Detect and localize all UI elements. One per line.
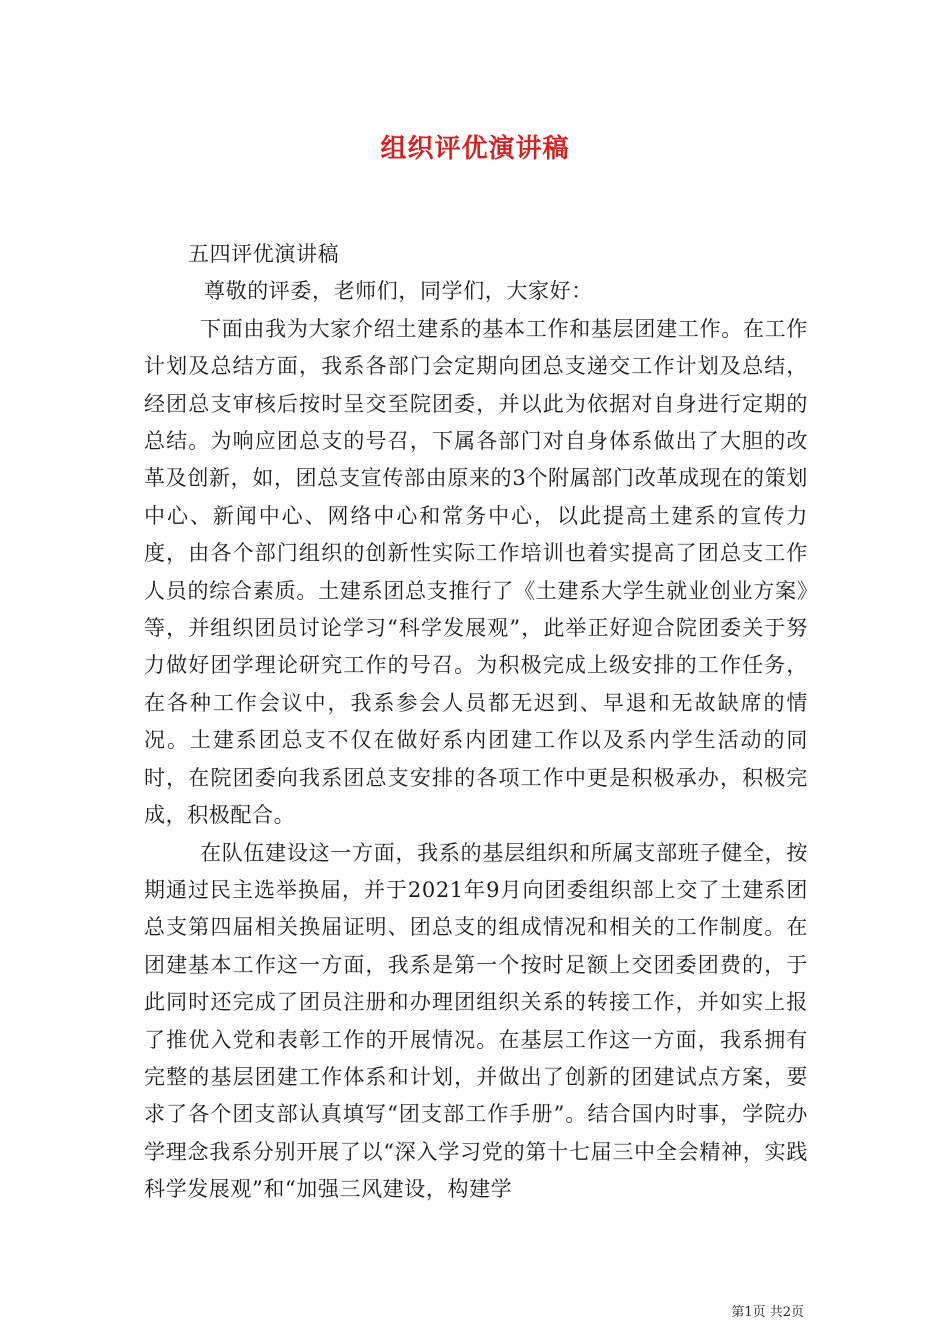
speech-greeting: 尊敬的评委，老师们，同学们，大家好： (204, 279, 593, 304)
body-paragraph: 在队伍建设这一方面，我系的基层组织和所属支部班子健全，按期通过民主选举换届，并于2021年9月向团委组织部上交了土建系团总支第四届相关换届证明、团总支的组成情况和相关的工作制度。在团建基本工作这一方面，我系是第一个按时足额上交团委团费的，于此同时还完成了团员注册和办理团组织关系的转接工作，并如实上报了推优入党和表彰工作的开展情况。在基层工作这一方面，我系拥有完整的基层团建工作体系和计划，并做出了创新的团建试点方案，要求了各个团支部认真填写“团支部工作手册”。结合国内时事，学院办学理念我系分别开展了以“深入学习党的第十七届三中全会精神，实践科学发展观”和“加强三风建设，构建学 (144, 840, 808, 1202)
document-body (144, 236, 808, 1209)
page-number-footer: 第1页 共2页 (731, 1305, 804, 1320)
speech-subheading: 五四评优演讲稿 (188, 242, 340, 266)
body-paragraph: 下面由我为大家介绍土建系的基本工作和基层团建工作。在工作计划及总结方面，我系各部门会定期向团总支递交工作计划及总结，经团总支审核后按时呈交至院团委，并以此为依据对自身进行定期的总结。为响应团总支的号召，下属各部门对自身体系做出了大胆的改革及创新，如，团总支宣传部由原来的3个附属部门改革成现在的策划中心、新闻中心、网络中心和常务中心，以此提高土建系的宣传力度，由各个部门组织的创新性实际工作培训也着实提高了团总支工作人员的综合素质。土建系团总支推行了《土建系大学生就业创业方案》等，并组织团员讨论学习“科学发展观”，此举正好迎合院团委关于努力做好团学理论研究工作的号召。为积极完成上级安排的工作任务，在各种工作会议中，我系参会人员都无迟到、早退和无故缺席的情况。土建系团总支不仅在做好系内团建工作以及系内学生活动的同时，在院团委向我系团总支安排的各项工作中更是积极承办，积极完成，积极配合。 (144, 316, 808, 828)
document-title: 组织评优演讲稿 (380, 134, 570, 164)
